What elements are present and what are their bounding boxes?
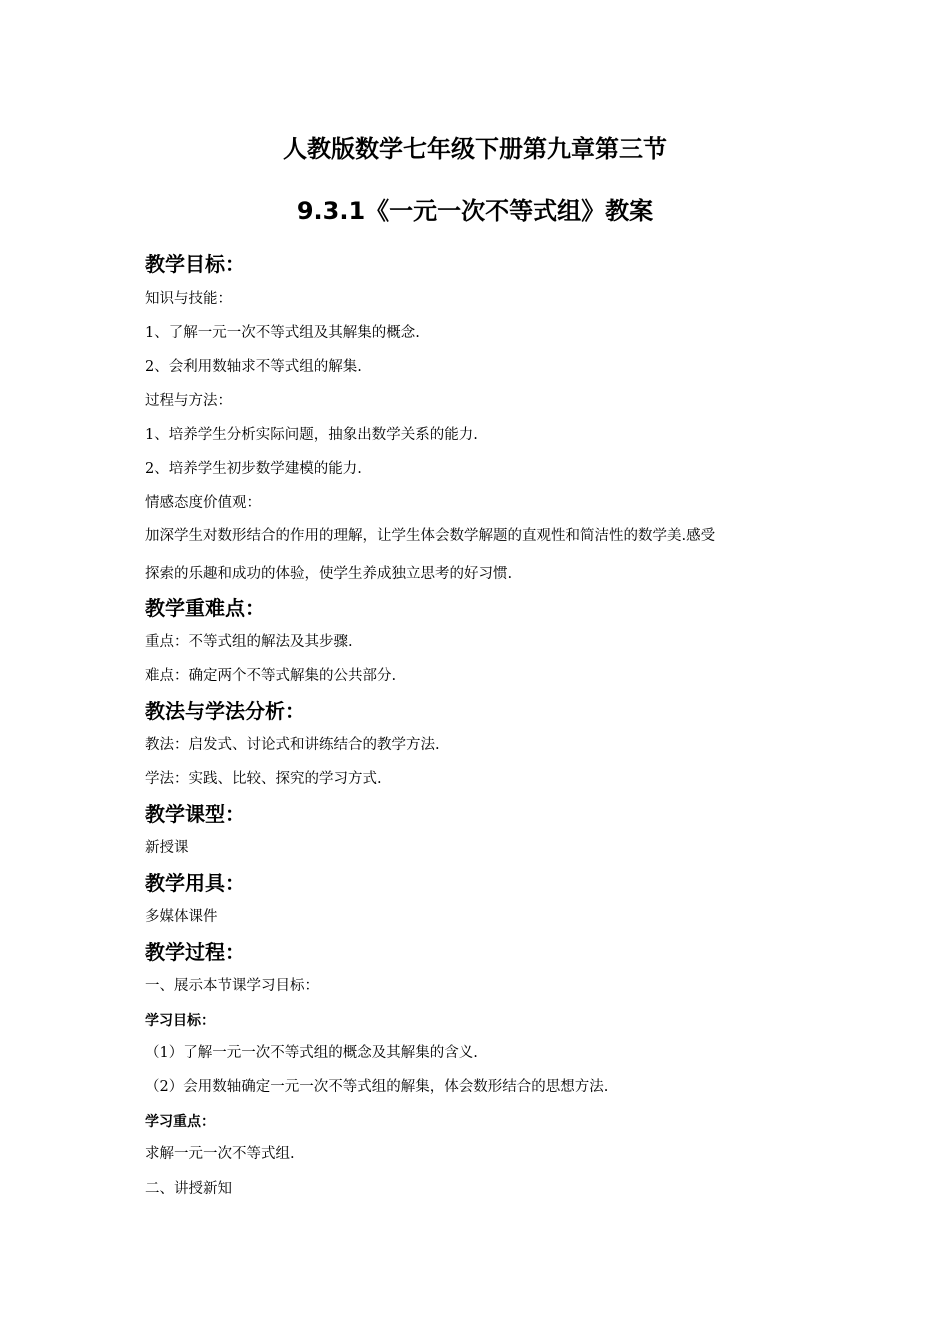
lesson-type-value: 新授课 <box>145 840 189 856</box>
document-title-line2: 9.3.1《一元一次不等式组》教案 <box>296 197 654 225</box>
teaching-method: 教法：启发式、讨论式和讲练结合的教学方法. <box>145 737 440 753</box>
learning-focus-label: 学习重点： <box>145 1114 215 1130</box>
learning-goals-label: 学习目标： <box>145 1013 215 1029</box>
difficult-point: 难点：确定两个不等式解集的公共部分. <box>145 668 397 684</box>
learning-method: 学法：实践、比较、探究的学习方式. <box>145 771 382 787</box>
heading-methods: 教法与学法分析： <box>145 699 305 723</box>
learning-focus-value: 求解一元一次不等式组. <box>145 1146 295 1162</box>
knowledge-label: 知识与技能： <box>145 291 232 307</box>
knowledge-item-1: 1、了解一元一次不等式组及其解集的概念. <box>145 325 420 341</box>
key-point: 重点：不等式组的解法及其步骤. <box>145 634 353 650</box>
emotion-line-2: 探索的乐趣和成功的体验，使学生养成独立思考的好习惯. <box>145 566 513 582</box>
heading-tools: 教学用具： <box>145 871 245 895</box>
tools-value: 多媒体课件 <box>145 909 218 925</box>
knowledge-item-2: 2、会利用数轴求不等式组的解集. <box>145 359 362 375</box>
heading-key-points: 教学重难点： <box>145 596 265 620</box>
process-item-2: 2、培养学生初步数学建模的能力. <box>145 461 362 477</box>
document-title-line1: 人教版数学七年级下册第九章第三节 <box>283 135 667 163</box>
heading-objectives: 教学目标： <box>145 252 245 276</box>
heading-process: 教学过程： <box>145 940 245 964</box>
emotion-line-1: 加深学生对数形结合的作用的理解，让学生体会数学解题的直观性和简洁性的数学美.感受 <box>145 528 716 544</box>
learning-goal-2: （2）会用数轴确定一元一次不等式组的解集，体会数形结合的思想方法. <box>145 1079 609 1095</box>
process-step-1: 一、展示本节课学习目标： <box>145 978 319 994</box>
process-step-2: 二、讲授新知 <box>145 1181 232 1197</box>
emotion-label: 情感态度价值观： <box>145 495 261 511</box>
process-item-1: 1、培养学生分析实际问题，抽象出数学关系的能力. <box>145 427 478 443</box>
process-label: 过程与方法： <box>145 393 232 409</box>
learning-goal-1: （1）了解一元一次不等式组的概念及其解集的含义. <box>145 1045 478 1061</box>
heading-lesson-type: 教学课型： <box>145 802 245 826</box>
